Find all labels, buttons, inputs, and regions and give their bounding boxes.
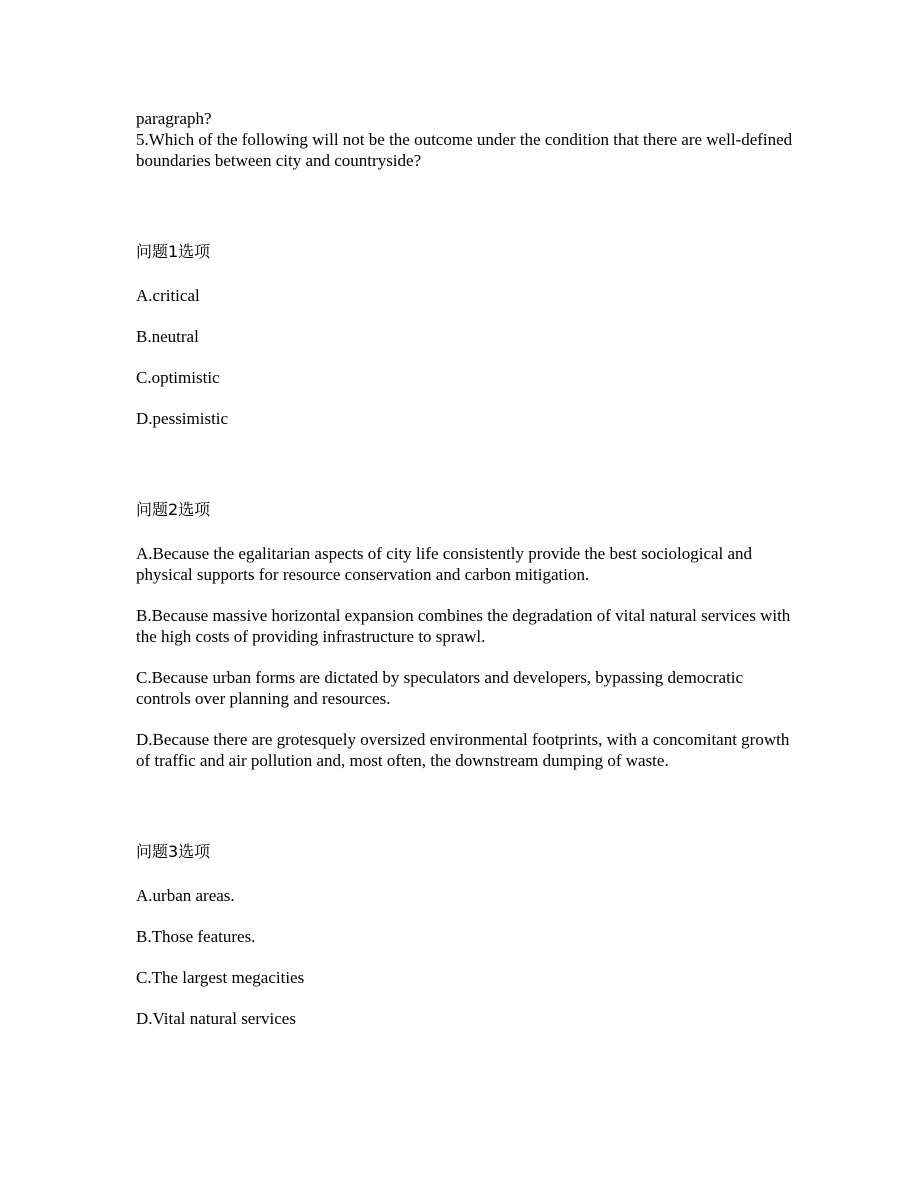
q2-option-b: B.Because massive horizontal expansion combines the degradation of vital natural services with the high costs of providing infrastructure to sprawl.: [136, 606, 791, 646]
q2-option-d: D.Because there are grotesquely oversized environmental footprints, with a concomitant growth of traffic and air pollution and, most often, the downstream dumping of waste.: [136, 730, 790, 770]
q1-option-b: B.neutral: [136, 327, 199, 346]
q3-option-a: A.urban areas.: [136, 886, 235, 905]
document-page: [136, 108, 796, 1029]
question-3-options: [136, 841, 796, 1029]
question-3-heading: 问题3选项: [136, 842, 211, 861]
q1-option-d: D.pessimistic: [136, 409, 229, 428]
question-2-heading: 问题2选项: [136, 500, 211, 519]
question-2-options: [136, 499, 796, 771]
paragraph-fragment: paragraph?: [136, 109, 212, 128]
q3-option-d: D.Vital natural services: [136, 1009, 296, 1028]
question-1-heading: 问题1选项: [136, 242, 211, 261]
q1-option-a: A.critical: [136, 286, 200, 305]
q2-option-c: C.Because urban forms are dictated by speculators and developers, bypassing democratic controls over planning and resources.: [136, 668, 744, 708]
q3-option-b: B.Those features.: [136, 927, 256, 946]
q3-option-c: C.The largest megacities: [136, 968, 305, 987]
q1-option-c: C.optimistic: [136, 368, 220, 387]
q2-option-a: A.Because the egalitarian aspects of city life consistently provide the best sociological and physical supports for resource conservation and carbon mitigation.: [136, 544, 753, 584]
question-1-options: [136, 241, 796, 429]
question-5-text: 5.Which of the following will not be the outcome under the condition that there are well-defined boundaries between city and countryside?: [136, 130, 793, 170]
